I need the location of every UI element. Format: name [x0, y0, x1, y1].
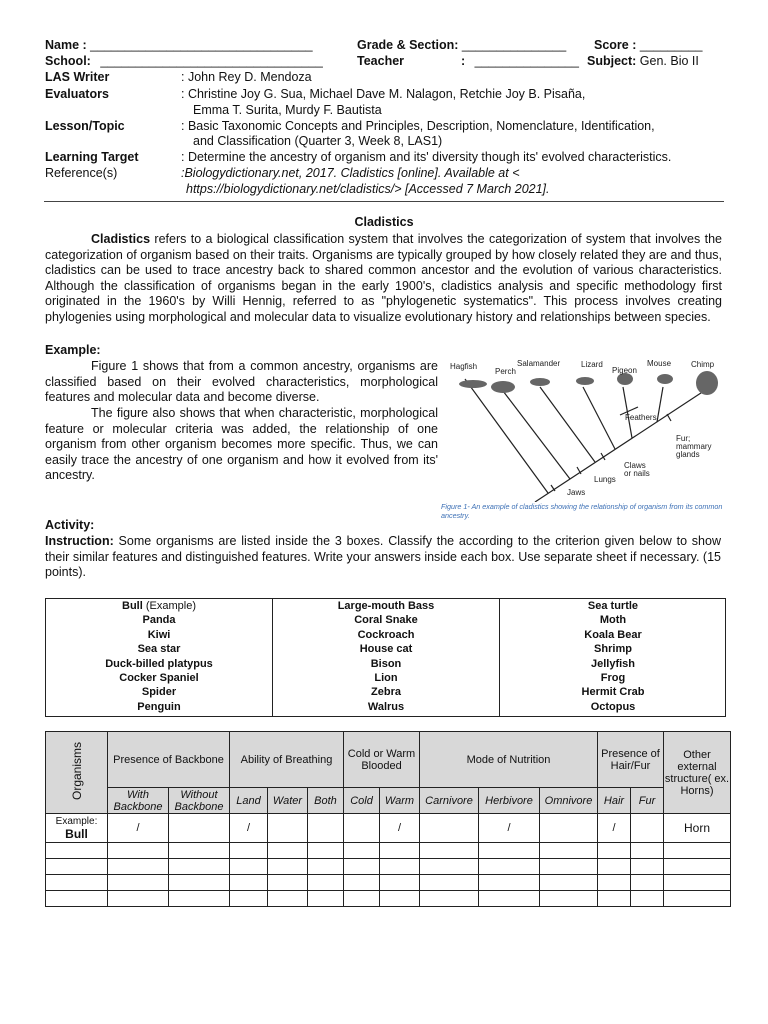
cladogram-lines [465, 379, 707, 502]
example-cell [46, 814, 108, 843]
organism-item: Shrimp [594, 643, 632, 656]
score-row [594, 38, 702, 53]
sub-herbivore: Herbivore [479, 788, 540, 814]
table-cell[interactable] [46, 859, 108, 875]
sub-water: Water [268, 788, 308, 814]
evaluators-value-1: : Christine Joy G. Sua, Michael Dave M. Nalagon, Retchie Joy B. Pisaña, [181, 87, 586, 101]
table-cell[interactable] [46, 875, 108, 891]
example-label: Example: [45, 343, 101, 357]
table-cell[interactable] [420, 875, 479, 891]
organism-item: Duck-billed platypus [105, 657, 213, 670]
lizard-icon [576, 377, 594, 385]
organism-item: Penguin [137, 700, 181, 713]
organism-item: Kiwi [147, 628, 171, 641]
perch-icon [491, 381, 515, 393]
breathing-header: Ability of Breathing [230, 732, 344, 788]
section-title: Cladistics [354, 215, 414, 229]
organism-item: Jellyfish [590, 657, 636, 670]
instruction-paragraph [45, 534, 721, 581]
evaluators-label: Evaluators [45, 87, 109, 101]
school-field[interactable]: ________________________________ [100, 54, 323, 68]
teacher-colon: : [461, 54, 466, 68]
organism-example [46, 599, 272, 613]
subject-value: Gen. Bio II [639, 54, 699, 68]
table-cell[interactable] [308, 859, 344, 875]
organism-item: Walrus [367, 700, 405, 713]
table-cell[interactable] [169, 843, 230, 859]
table-cell[interactable] [108, 891, 169, 907]
table-row [46, 875, 731, 891]
table-cell[interactable] [631, 859, 664, 875]
organism-item: Octopus [590, 700, 636, 713]
organism-item: Moth [599, 614, 627, 627]
target-value: : Determine the ancestry of organism and its' diversity though its' evolved characteristics. [181, 150, 672, 164]
sub-with-backbone: With Backbone [108, 788, 169, 814]
cladogram-figure [445, 357, 725, 502]
table-cell[interactable] [664, 843, 731, 859]
reference-value-2[interactable]: https://biologydictionary.net/cladistics/> [Accessed 7 March 2021]. [186, 182, 550, 196]
label-mammary: mammary [676, 442, 712, 451]
table-cell[interactable] [598, 891, 631, 907]
sub-hair: Hair [598, 788, 631, 814]
table-cell[interactable] [479, 859, 540, 875]
table-cell[interactable] [46, 843, 108, 859]
name-row [45, 38, 313, 53]
organism-item: Panda [142, 614, 176, 627]
activity-label: Activity: [45, 518, 95, 532]
blood-header: Cold or Warm Blooded [344, 732, 420, 788]
table-cell[interactable] [664, 875, 731, 891]
example-other: Horn [664, 814, 731, 843]
table-cell[interactable] [540, 843, 598, 859]
table-cell[interactable] [631, 843, 664, 859]
example-row [46, 814, 731, 843]
table-cell[interactable] [230, 843, 268, 859]
lesson-value-2: and Classification (Quarter 3, Week 8, LAS1) [193, 134, 443, 148]
header-divider [44, 201, 724, 202]
table-cell[interactable] [598, 875, 631, 891]
grade-row [357, 38, 566, 53]
label-feathers: Feathers [625, 413, 657, 422]
score-label: Score : [594, 38, 637, 52]
organism-item: Large-mouth Bass [337, 600, 435, 612]
table-cell[interactable] [169, 859, 230, 875]
table-cell[interactable] [479, 875, 540, 891]
example-paragraph-2: The figure also shows that when characteristic, morphological feature or molecular criteria was added, the relationship of one organism from other organism becomes more specific. Thus, we can easily trace the ancestry of one organism and how it evolved from its' ancestry. [45, 406, 438, 483]
sub-fur: Fur [631, 788, 664, 814]
table-cell[interactable] [344, 891, 380, 907]
sub-cold: Cold [344, 788, 380, 814]
organism-box [45, 598, 726, 717]
table-cell[interactable] [108, 875, 169, 891]
salamander-icon [530, 378, 550, 386]
table-cell[interactable] [540, 814, 598, 843]
table-cell[interactable] [598, 843, 631, 859]
organism-column-1 [46, 599, 272, 716]
teacher-row [461, 54, 579, 69]
intro-paragraph [45, 232, 722, 326]
organisms-header-cell [46, 732, 108, 814]
example-hair: / [598, 814, 631, 843]
grade-label: Grade & Section: [357, 38, 459, 52]
teacher-label: Teacher [357, 54, 405, 68]
sub-without-backbone: Without Backbone [169, 788, 230, 814]
organism-example-name: Bull [122, 600, 143, 612]
table-cell[interactable] [380, 843, 420, 859]
subject-label: Subject: [587, 54, 637, 68]
organism-column-2 [273, 599, 499, 716]
table-cell[interactable] [268, 843, 308, 859]
organism-item: Frog [600, 671, 626, 684]
table-cell[interactable] [598, 859, 631, 875]
grade-field[interactable]: _______________ [461, 38, 567, 52]
table-cell[interactable] [380, 859, 420, 875]
name-label: Name : [45, 38, 87, 52]
label-perch: Perch [495, 367, 516, 376]
table-cell[interactable] [230, 891, 268, 907]
organism-item: Hermit Crab [581, 686, 645, 699]
school-label: School: [45, 54, 91, 68]
organism-item: Zebra [371, 686, 401, 699]
table-cell[interactable] [344, 843, 380, 859]
hagfish-icon [459, 380, 487, 388]
sub-omnivore: Omnivore [540, 788, 598, 814]
lesson-label: Lesson/Topic [45, 119, 125, 133]
table-cell[interactable] [169, 875, 230, 891]
table-cell[interactable] [46, 891, 108, 907]
sub-both: Both [308, 788, 344, 814]
table-cell[interactable] [380, 875, 420, 891]
classification-table [45, 731, 731, 907]
organism-item: Koala Bear [584, 628, 642, 641]
evaluators-value-2: Emma T. Surita, Murdy F. Bautista [193, 103, 382, 117]
table-cell[interactable] [344, 814, 380, 843]
table-row [46, 891, 731, 907]
table-cell[interactable] [420, 891, 479, 907]
example-warm: / [380, 814, 420, 843]
table-cell[interactable] [308, 891, 344, 907]
label-or-nails: or nails [624, 469, 650, 478]
example-paragraph-1: Figure 1 shows that from a common ancestry, organisms are classified based on their evolved characteristics, morphological features and molecular data and become diverse. [45, 359, 438, 405]
table-cell[interactable] [169, 891, 230, 907]
table-cell[interactable] [108, 859, 169, 875]
target-label: Learning Target [45, 150, 139, 164]
label-salamander: Salamander [517, 359, 561, 368]
organism-item: Sea star [137, 643, 181, 656]
table-cell[interactable] [268, 859, 308, 875]
example-organism: Bull [65, 827, 88, 841]
label-lizard: Lizard [581, 360, 603, 369]
las-writer-label: LAS Writer [45, 70, 110, 84]
organism-item: Cockroach [357, 628, 415, 641]
table-cell[interactable] [631, 814, 664, 843]
table-cell[interactable] [344, 859, 380, 875]
organism-item: Sea turtle [587, 600, 639, 612]
hair-header: Presence of Hair/Fur [598, 732, 664, 788]
branch-lizard [583, 387, 615, 449]
label-lungs: Lungs [594, 475, 616, 484]
table-cell[interactable] [344, 875, 380, 891]
sub-land: Land [230, 788, 268, 814]
school-row [45, 54, 323, 69]
label-claws: Claws [624, 461, 646, 470]
table-header-row [46, 732, 731, 788]
figure-caption: Figure 1- An example of cladistics showing the relationship of organism from its common ancestry. [441, 502, 723, 520]
lesson-value-1: : Basic Taxonomic Concepts and Principles, Description, Nomenclature, Identification, [181, 119, 655, 133]
reference-label: Reference(s) [45, 166, 118, 180]
table-cell[interactable] [540, 859, 598, 875]
organism-item: House cat [359, 643, 413, 656]
subject-row [587, 54, 699, 69]
table-cell[interactable] [420, 843, 479, 859]
organism-example-note: (Example) [142, 600, 196, 612]
organism-item: Spider [141, 686, 177, 699]
label-mouse: Mouse [647, 359, 672, 368]
table-cell[interactable] [540, 875, 598, 891]
table-cell[interactable] [664, 859, 731, 875]
table-cell[interactable] [664, 891, 731, 907]
table-cell[interactable] [308, 843, 344, 859]
reference-value-1: :Biologydictionary.net, 2017. Cladistics [online]. Available at < [181, 166, 520, 180]
table-cell[interactable] [420, 859, 479, 875]
branch-mouse [657, 387, 663, 422]
backbone-header: Presence of Backbone [108, 732, 230, 788]
instruction-text: Some organisms are listed inside the 3 boxes. Classify the according to the criterion given below to show their similar features and distinguished features. Write your answers inside each box. Use separate sheet if necessary. (15 points). [45, 534, 721, 580]
table-cell[interactable] [420, 814, 479, 843]
example-land: / [230, 814, 268, 843]
organism-item: Bison [370, 657, 402, 670]
organism-item: Coral Snake [354, 614, 418, 627]
las-writer-value: : John Rey D. Mendoza [181, 70, 312, 84]
label-glands: glands [676, 450, 700, 459]
label-jaws: Jaws [567, 488, 586, 497]
name-field[interactable]: ________________________________ [90, 38, 313, 52]
example-label-text: Example: [55, 816, 98, 827]
teacher-field[interactable]: _______________ [474, 54, 579, 68]
label-hagfish: Hagfish [450, 362, 478, 371]
table-cell[interactable] [308, 875, 344, 891]
organism-item: Cocker Spaniel [119, 671, 199, 684]
table-cell[interactable] [631, 875, 664, 891]
table-cell[interactable] [268, 814, 308, 843]
sub-warm: Warm [380, 788, 420, 814]
table-cell[interactable] [479, 891, 540, 907]
branch-perch [500, 387, 570, 479]
table-cell[interactable] [308, 814, 344, 843]
table-row [46, 859, 731, 875]
table-cell[interactable] [230, 859, 268, 875]
label-pigeon: Pigeon [612, 366, 637, 375]
table-cell[interactable] [631, 891, 664, 907]
table-cell[interactable] [230, 875, 268, 891]
label-chimp: Chimp [691, 360, 715, 369]
example-with-backbone: / [108, 814, 169, 843]
table-subheader-row [46, 788, 731, 814]
table-cell[interactable] [380, 891, 420, 907]
table-cell[interactable] [108, 843, 169, 859]
score-field[interactable]: _________ [639, 38, 703, 52]
table-row [46, 843, 731, 859]
organisms-header: Organisms [69, 741, 84, 800]
sub-carnivore: Carnivore [420, 788, 479, 814]
organism-item: Lion [374, 671, 398, 684]
other-header: Other external structure( ex. Horns) [664, 732, 731, 814]
table-cell[interactable] [268, 891, 308, 907]
label-fur: Fur; [676, 434, 691, 443]
tick-fur [667, 414, 671, 421]
table-cell[interactable] [540, 891, 598, 907]
intro-term: Cladistics [91, 232, 151, 246]
example-herbivore: / [479, 814, 540, 843]
table-cell[interactable] [479, 843, 540, 859]
chimp-icon [696, 371, 718, 395]
instruction-label: Instruction: [45, 534, 114, 548]
table-cell[interactable] [268, 875, 308, 891]
organism-column-3 [500, 599, 726, 716]
mouse-icon [657, 374, 673, 384]
intro-text: refers to a biological classification system that involves the categorization of system that involves the categorization of organism based on their traits. Organisms are typically grouped by how closely related they are and thus, cladistics can be used to trace ancestry back to shared common ancestor and the evolution of various characteristics. Although the classification of organisms began in the early 1900's, cladistics analysis and specific methodology first originated in the 1960's by Willi Hennig, referred to as "phylogenetic systematics". This process involves creating phylogenies using morphological and molecular data to visualize evolutionary history and relationships between species. [45, 232, 722, 324]
nutrition-header: Mode of Nutrition [420, 732, 598, 788]
table-cell[interactable] [169, 814, 230, 843]
